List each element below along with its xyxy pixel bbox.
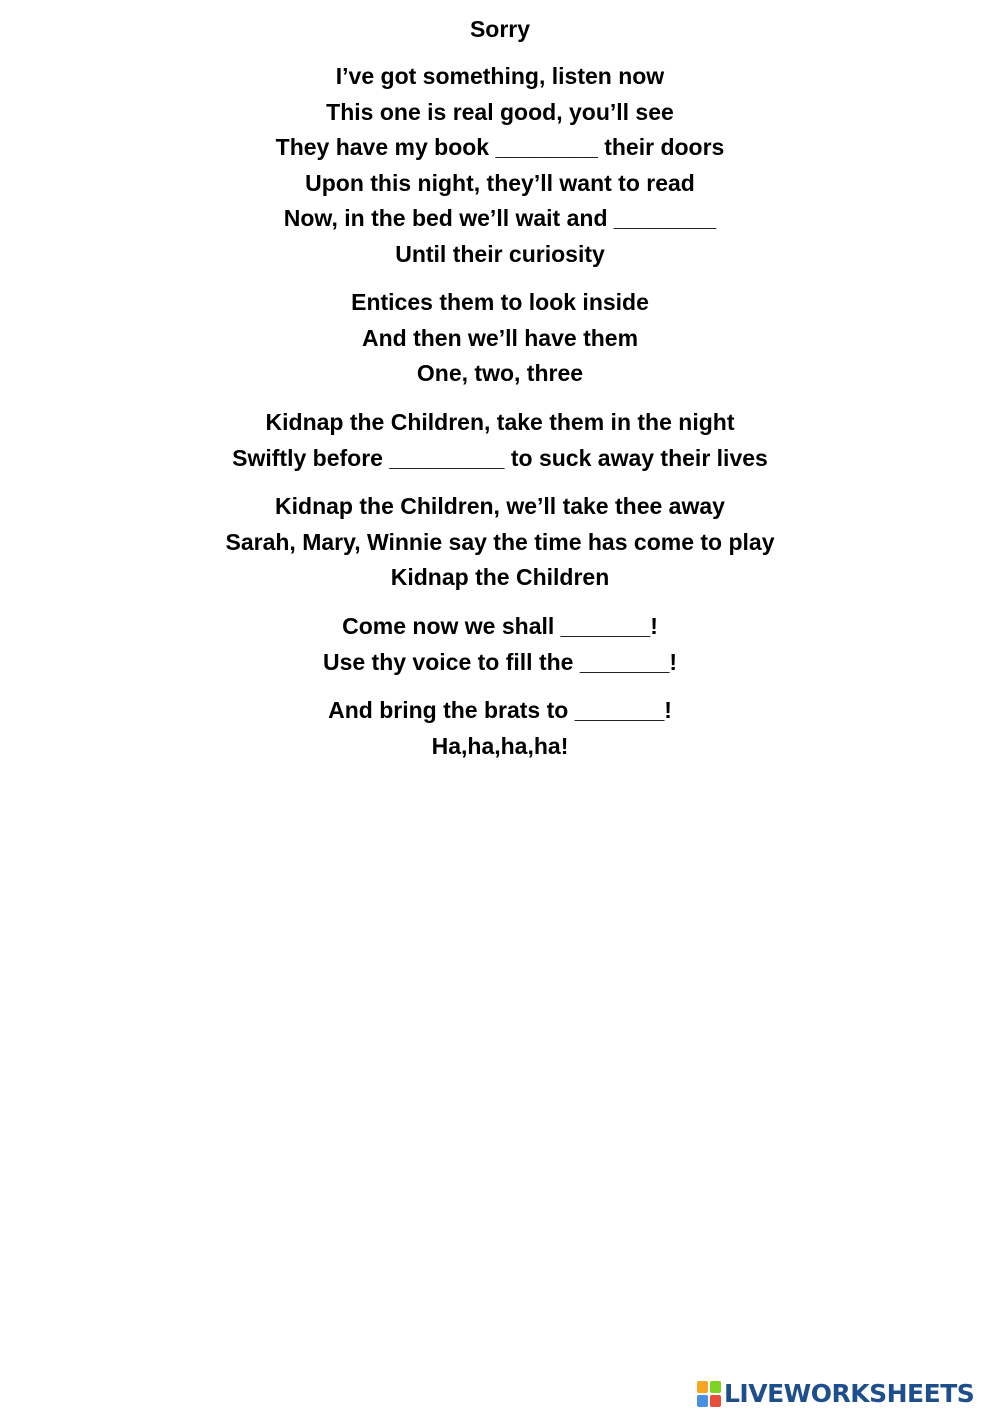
stanza-4 [0, 489, 1000, 596]
stanza-5 [0, 609, 1000, 680]
lyric-line: Now, in the bed we’ll wait and ________ [283, 205, 717, 231]
lyric-line: Come now we shall _______! [342, 613, 658, 639]
lyric-line: Kidnap the Children, take them in the night [265, 409, 735, 435]
lyric-line: Ha,ha,ha,ha! [431, 732, 569, 759]
stanza-3 [0, 405, 1000, 476]
lyric-line: I’ve got something, listen now [335, 63, 665, 89]
lyric-line: Entices them to look inside [351, 289, 649, 315]
lyric-line: Until their curiosity [395, 240, 605, 267]
lyric-line: Upon this night, they’ll want to read [305, 169, 695, 196]
lyric-line: Kidnap the Children [390, 564, 610, 590]
stanza-6 [0, 693, 1000, 764]
lyric-line: This one is real good, you’ll see [326, 98, 674, 125]
stanza-2 [0, 285, 1000, 392]
lyric-line: They have my book ________ their doors [275, 134, 725, 160]
lyric-line: Sarah, Mary, Winnie say the time has come to play [225, 528, 775, 555]
stanza-1 [0, 59, 1000, 272]
liveworksheets-watermark [697, 1378, 974, 1410]
liveworksheets-logo-icon [697, 1381, 721, 1407]
lyric-line: Kidnap the Children, we’ll take thee away [275, 493, 725, 519]
lyric-line: Swiftly before _________ to suck away their lives [232, 444, 768, 471]
lyric-line: Use thy voice to fill the _______! [322, 648, 678, 675]
watermark-text: LIVEWORKSHEETS [724, 1379, 975, 1408]
lyric-line: And bring the brats to _______! [328, 697, 672, 723]
lyric-line: And then we’ll have them [361, 324, 639, 351]
song-title: Sorry [469, 16, 531, 42]
lyric-line: One, two, three [416, 360, 584, 386]
